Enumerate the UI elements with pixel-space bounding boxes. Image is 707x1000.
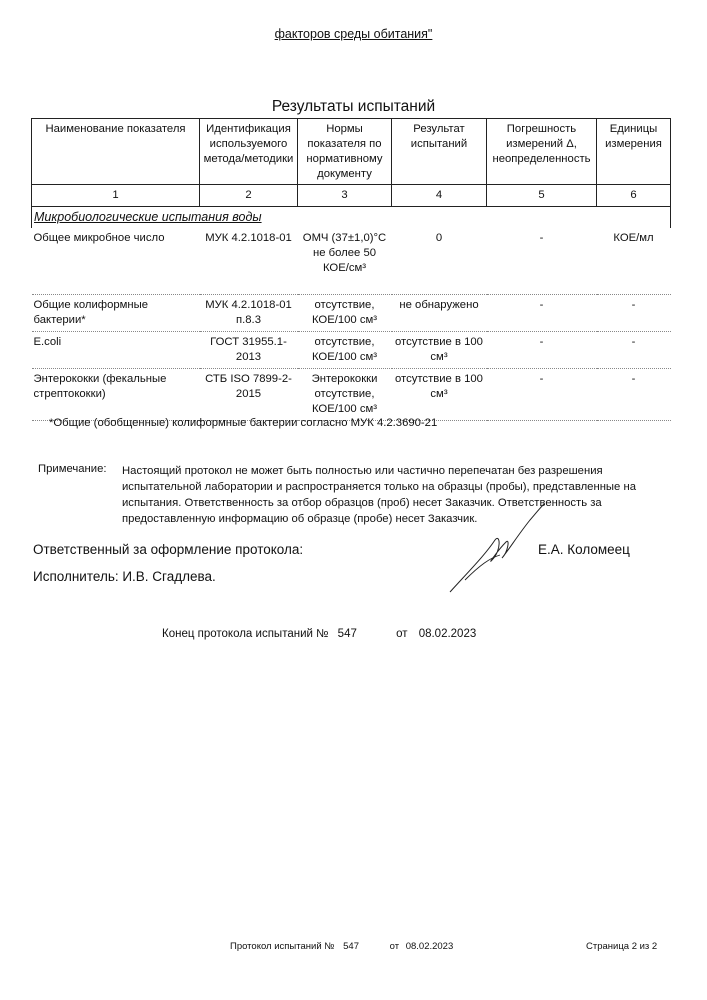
table-row [32,332,671,369]
column-header: Погрешность измерений Δ, неопределенность [487,119,597,185]
table-cell: - [487,369,597,421]
results-table [31,118,671,421]
column-number: 4 [392,185,487,207]
end-date: 08.02.2023 [418,628,477,640]
footer-page-number: Страница 2 из 2 [586,941,658,952]
end-number: 547 [337,628,357,640]
note-text: Настоящий протокол не может быть полностью или частично перепечатан без разрешения испытательной лаборатории и распространяется только на образцы (пробы), представленные на испытания. Ответственность за отбор образцов (проб) несет Заказчик. Ответственность за предоставленную информацию об образце (пробе) несет Заказчик. [122,465,636,525]
table-header-row [32,119,671,185]
table-cell: Общие колиформные бактерии* [32,295,200,332]
table-row [32,295,671,332]
column-number: 1 [32,185,200,207]
table-cell: - [597,332,671,369]
column-number-row [32,185,671,207]
column-header: Нормы показателя по нормативному документу [298,119,392,185]
footnote: *Общие (обобщенные) колиформные бактерии согласно МУК 4.2.3690-21 [49,417,438,429]
table-cell: 0 [392,228,487,295]
footer-date: 08.02.2023 [405,941,454,952]
end-prefix: Конец протокола испытаний № [162,628,329,640]
table-cell: Энтерококки отсутствие, КОЕ/100 см³ [298,369,392,421]
column-number: 3 [298,185,392,207]
table-cell: отсутствие, КОЕ/100 см³ [298,295,392,332]
footer-number: 547 [343,941,359,952]
table-cell: E.coli [32,332,200,369]
table-cell: - [487,295,597,332]
end-from: от [396,628,408,640]
table-cell: - [597,295,671,332]
table-cell: - [487,332,597,369]
page-title: Результаты испытаний [271,98,436,115]
table-cell: МУК 4.2.1018-01 п.8.3 [200,295,298,332]
column-number: 5 [487,185,597,207]
table-cell: ГОСТ 31955.1-2013 [200,332,298,369]
column-number: 6 [597,185,671,207]
table-cell: МУК 4.2.1018-01 [200,228,298,295]
table-cell: - [597,369,671,421]
column-header: Результат испытаний [392,119,487,185]
note-label: Примечание: [38,463,107,475]
executor-line: Исполнитель: И.В. Сгадлева. [33,569,216,584]
table-cell: СТБ ISO 7899-2-2015 [200,369,298,421]
table-cell: Общее микробное число [32,228,200,295]
table-cell: ОМЧ (37±1,0)°С не более 50 КОЕ/см³ [298,228,392,295]
footer-protocol-label: Протокол испытаний № [230,941,335,952]
column-header: Единицы измерения [597,119,671,185]
end-of-protocol-line [162,628,476,640]
footer-protocol [230,941,453,952]
header-continuation: факторов среды обитания" [274,27,433,41]
section-row [32,207,671,229]
column-header: Идентификация используемого метода/методики [200,119,298,185]
footer-from: от [389,941,400,952]
table-cell: отсутствие в 100 см³ [392,332,487,369]
table-cell: не обнаружено [392,295,487,332]
table-cell: - [487,228,597,295]
table-cell: отсутствие, КОЕ/100 см³ [298,332,392,369]
signature-image [440,500,550,600]
table-cell: КОЕ/мл [597,228,671,295]
column-header: Наименование показателя [32,119,200,185]
responsible-name: Е.А. Коломеец [538,542,630,557]
table-cell: отсутствие в 100 см³ [392,369,487,421]
responsible-label: Ответственный за оформление протокола: [33,542,304,557]
table-row [32,369,671,421]
column-number: 2 [200,185,298,207]
table-row [32,228,671,295]
table-cell: Энтерококки (фекальные стрептококки) [32,369,200,421]
section-title: Микробиологические испытания воды [32,207,671,229]
